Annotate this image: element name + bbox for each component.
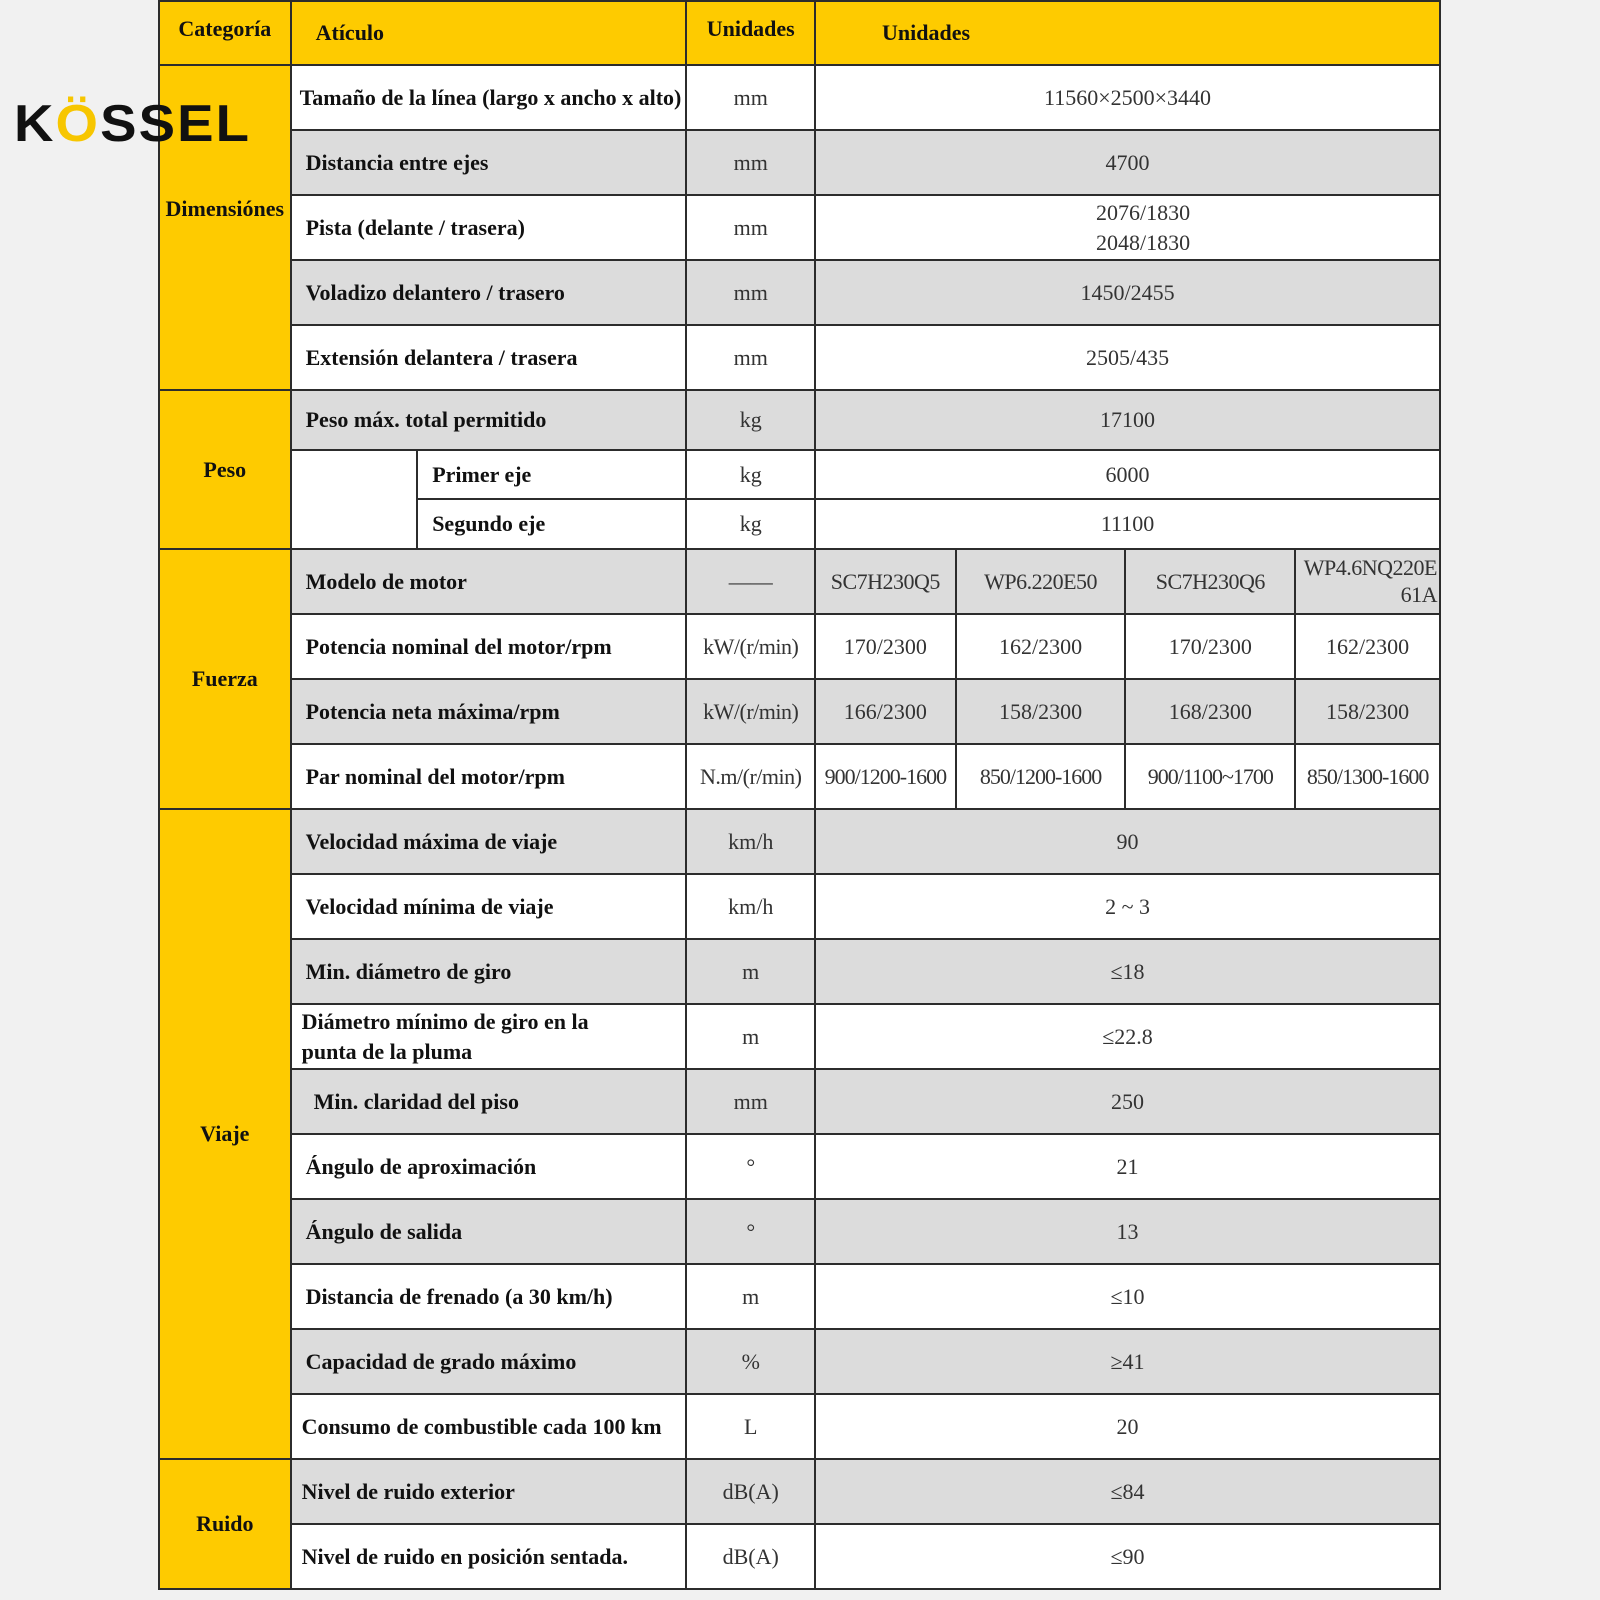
unit-cell: mm	[686, 260, 815, 325]
value-cell: 850/1200-1600	[956, 744, 1126, 809]
value-cell: 162/2300	[956, 614, 1126, 679]
item-label: Nivel de ruido en posición sentada.	[291, 1524, 687, 1589]
value-cell: 4700	[815, 130, 1440, 195]
item-label: Par nominal del motor/rpm	[291, 744, 687, 809]
table-row	[159, 679, 1440, 744]
unit-cell: kW/(r/min)	[686, 679, 815, 744]
table-row	[159, 1264, 1440, 1329]
table-row	[159, 614, 1440, 679]
unit-cell: m	[686, 1004, 815, 1069]
unit-cell: mm	[686, 1069, 815, 1134]
table-row	[159, 260, 1440, 325]
unit-cell: dB(A)	[686, 1459, 815, 1524]
table-row	[159, 744, 1440, 809]
category-viaje: Viaje	[159, 809, 291, 1459]
table-row	[159, 65, 1440, 130]
table-row	[159, 874, 1440, 939]
header-item: Atículo	[291, 1, 687, 65]
category-dimensiones: Dimensiónes	[159, 65, 291, 390]
item-label: Primer eje	[417, 450, 686, 499]
unit-cell: m	[686, 1264, 815, 1329]
unit-cell: N.m/(r/min)	[686, 744, 815, 809]
item-label: Potencia nominal del motor/rpm	[291, 614, 687, 679]
unit-cell: m	[686, 939, 815, 1004]
category-fuerza: Fuerza	[159, 549, 291, 809]
item-label: Min. claridad del piso	[291, 1069, 687, 1134]
header-unit: Unidades	[686, 1, 815, 65]
table-row	[159, 1394, 1440, 1459]
value-cell: 170/2300	[1125, 614, 1295, 679]
table-row	[159, 450, 1440, 499]
unit-cell: dB(A)	[686, 1524, 815, 1589]
item-label: Tamaño de la línea (largo x ancho x alto)	[291, 65, 687, 130]
value-cell: 17100	[815, 390, 1440, 450]
table-row	[159, 195, 1440, 260]
item-label: Diámetro mínimo de giro en la punta de la pluma	[291, 1004, 687, 1069]
value-cell: 168/2300	[1125, 679, 1295, 744]
item-label: Segundo eje	[417, 499, 686, 549]
unit-cell: °	[686, 1134, 815, 1199]
table-row	[159, 549, 1440, 614]
item-label: Consumo de combustible cada 100 km	[291, 1394, 687, 1459]
value-cell: 158/2300	[1295, 679, 1440, 744]
item-label: Ángulo de aproximación	[291, 1134, 687, 1199]
table-row	[159, 1069, 1440, 1134]
table-row	[159, 130, 1440, 195]
value-cell: 166/2300	[815, 679, 956, 744]
category-peso: Peso	[159, 390, 291, 549]
item-label: Potencia neta máxima/rpm	[291, 679, 687, 744]
unit-cell: %	[686, 1329, 815, 1394]
unit-cell: °	[686, 1199, 815, 1264]
engine-model-4: WP4.6NQ220E 61A	[1295, 549, 1440, 614]
value-cell: 6000	[815, 450, 1440, 499]
value-cell: ≤10	[815, 1264, 1440, 1329]
table-row	[159, 325, 1440, 390]
unit-cell: kg	[686, 450, 815, 499]
value-cell: 11100	[815, 499, 1440, 549]
table-row	[159, 1329, 1440, 1394]
item-label: Velocidad máxima de viaje	[291, 809, 687, 874]
value-cell: ≥41	[815, 1329, 1440, 1394]
value-cell: 13	[815, 1199, 1440, 1264]
spec-table	[158, 0, 1441, 1590]
table-row	[159, 809, 1440, 874]
table-row	[159, 1459, 1440, 1524]
table-row	[159, 1199, 1440, 1264]
value-cell: 170/2300	[815, 614, 956, 679]
unit-cell: mm	[686, 195, 815, 260]
kossel-logo: KÖSSEL	[14, 95, 252, 153]
value-cell: 162/2300	[1295, 614, 1440, 679]
value-cell: ≤90	[815, 1524, 1440, 1589]
item-label: Extensión delantera / trasera	[291, 325, 687, 390]
item-label: Min. diámetro de giro	[291, 939, 687, 1004]
item-label: Distancia de frenado (a 30 km/h)	[291, 1264, 687, 1329]
category-ruido: Ruido	[159, 1459, 291, 1589]
header-row	[159, 1, 1440, 65]
item-label: Nivel de ruido exterior	[291, 1459, 687, 1524]
value-cell: 2076/1830 2048/1830	[815, 195, 1440, 260]
item-label: Distancia entre ejes	[291, 130, 687, 195]
value-cell: 90	[815, 809, 1440, 874]
unit-cell: ——	[686, 549, 815, 614]
value-cell: 250	[815, 1069, 1440, 1134]
value-cell: 11560×2500×3440	[815, 65, 1440, 130]
engine-model-3: SC7H230Q6	[1125, 549, 1295, 614]
value-cell: ≤22.8	[815, 1004, 1440, 1069]
item-label: Velocidad mínima de viaje	[291, 874, 687, 939]
unit-cell: km/h	[686, 809, 815, 874]
unit-cell: kg	[686, 499, 815, 549]
unit-cell: mm	[686, 65, 815, 130]
header-value: Unidades	[815, 1, 1440, 65]
header-category: Categoría	[159, 1, 291, 65]
table-row	[159, 939, 1440, 1004]
value-cell: 21	[815, 1134, 1440, 1199]
value-cell: 900/1200-1600	[815, 744, 956, 809]
blank-cell	[291, 450, 418, 549]
value-cell: 850/1300-1600	[1295, 744, 1440, 809]
engine-model-2: WP6.220E50	[956, 549, 1126, 614]
value-cell: 158/2300	[956, 679, 1126, 744]
table-row	[159, 1134, 1440, 1199]
table-row	[159, 1524, 1440, 1589]
unit-cell: kg	[686, 390, 815, 450]
unit-cell: mm	[686, 325, 815, 390]
unit-cell: mm	[686, 130, 815, 195]
value-cell: 1450/2455	[815, 260, 1440, 325]
item-label: Capacidad de grado máximo	[291, 1329, 687, 1394]
value-cell: 900/1100~1700	[1125, 744, 1295, 809]
engine-model-1: SC7H230Q5	[815, 549, 956, 614]
value-cell: 2 ~ 3	[815, 874, 1440, 939]
table-row	[159, 1004, 1440, 1069]
table-row	[159, 390, 1440, 450]
value-cell: ≤84	[815, 1459, 1440, 1524]
item-label: Peso máx. total permitido	[291, 390, 687, 450]
value-cell: 2505/435	[815, 325, 1440, 390]
unit-cell: L	[686, 1394, 815, 1459]
item-label: Pista (delante / trasera)	[291, 195, 687, 260]
unit-cell: km/h	[686, 874, 815, 939]
item-label: Modelo de motor	[291, 549, 687, 614]
item-label: Voladizo delantero / trasero	[291, 260, 687, 325]
value-cell: ≤18	[815, 939, 1440, 1004]
unit-cell: kW/(r/min)	[686, 614, 815, 679]
value-cell: 20	[815, 1394, 1440, 1459]
item-label: Ángulo de salida	[291, 1199, 687, 1264]
